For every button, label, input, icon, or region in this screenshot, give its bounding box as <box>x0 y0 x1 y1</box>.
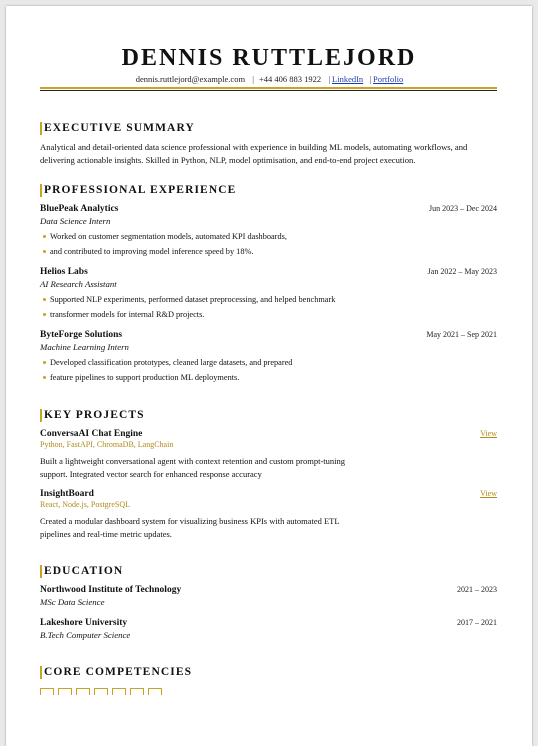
header-rule-dark <box>40 90 497 91</box>
section-title-projects: KEY PROJECTS <box>40 409 497 422</box>
project-entry <box>40 489 497 541</box>
company-name: BluePeak Analytics <box>40 204 119 214</box>
competency-chip <box>76 688 90 695</box>
resume-page <box>6 6 532 746</box>
competency-chip <box>148 688 162 695</box>
section-title-summary: EXECUTIVE SUMMARY <box>40 122 497 135</box>
summary-section <box>40 122 497 167</box>
experience-entry <box>40 330 497 385</box>
contact-line <box>6 74 532 84</box>
summary-text: Analytical and detail-oriented data science professional with experience in building ML models, automating workflows, and delivering actionable insights. Skilled in Python, NLP, model optimisation, and end-to-end project execution. <box>40 142 468 165</box>
resume-header <box>6 46 532 84</box>
bullet-list <box>40 292 497 322</box>
email-text: dennis.ruttlejord@example.com <box>135 74 246 84</box>
experience-section <box>40 184 497 385</box>
section-title-experience: PROFESSIONAL EXPERIENCE <box>40 184 497 197</box>
date-range: 2021 – 2023 <box>457 585 497 594</box>
education-entry <box>40 618 497 640</box>
separator: | <box>369 74 372 84</box>
phone-text: +44 406 883 1922 <box>259 74 322 84</box>
header-rule-gold <box>40 87 497 89</box>
project-description: Built a lightweight conversational agent with context retention and custom prompt-tuning support. Integrated vector search for enhanced response accuracy <box>40 456 345 479</box>
experience-entry <box>40 267 497 322</box>
projects-section <box>40 409 497 541</box>
bullet-item: Worked on customer segmentation models, automated KPI dashboards, <box>40 229 497 244</box>
degree-name: MSc Data Science <box>40 597 105 607</box>
competency-chip <box>94 688 108 695</box>
education-entry <box>40 585 497 607</box>
project-view-link[interactable]: View <box>480 489 497 498</box>
bullet-list <box>40 229 497 259</box>
bullet-item: feature pipelines to support production ML deployments. <box>40 370 497 385</box>
experience-entry <box>40 204 497 259</box>
project-name: ConversaAI Chat Engine <box>40 429 143 439</box>
candidate-name: DENNIS RUTTLEJORD <box>121 45 417 71</box>
competency-chip <box>58 688 72 695</box>
portfolio-link[interactable]: Portfolio <box>373 74 404 84</box>
bullet-item: Supported NLP experiments, performed dataset preprocessing, and helped benchmark <box>40 292 497 307</box>
section-title-competencies: CORE COMPETENCIES <box>40 666 497 679</box>
date-range: May 2021 – Sep 2021 <box>426 330 497 339</box>
competency-chips <box>40 688 497 695</box>
job-role: AI Research Assistant <box>40 279 117 289</box>
project-description: Created a modular dashboard system for visualizing business KPIs with automated ETL pipelines and real-time metric updates. <box>40 516 340 539</box>
competencies-section <box>40 666 497 695</box>
section-title-education: EDUCATION <box>40 565 497 578</box>
resume-content <box>40 122 497 695</box>
project-entry <box>40 429 497 481</box>
bullet-list <box>40 355 497 385</box>
project-tech-stack: React, Node.js, PostgreSQL <box>40 500 130 509</box>
date-range: Jan 2022 – May 2023 <box>427 267 497 276</box>
separator: | <box>328 74 331 84</box>
date-range: Jun 2023 – Dec 2024 <box>429 204 497 213</box>
company-name: Helios Labs <box>40 267 88 277</box>
competency-chip <box>40 688 54 695</box>
job-role: Data Science Intern <box>40 216 111 226</box>
date-range: 2017 – 2021 <box>457 618 497 627</box>
separator: | <box>252 74 254 84</box>
school-name: Lakeshore University <box>40 618 128 628</box>
bullet-item: Developed classification prototypes, cleaned large datasets, and prepared <box>40 355 497 370</box>
company-name: ByteForge Solutions <box>40 330 123 340</box>
education-section <box>40 565 497 640</box>
project-view-link[interactable]: View <box>480 429 497 438</box>
job-role: Machine Learning Intern <box>40 342 129 352</box>
competency-chip <box>130 688 144 695</box>
bullet-item: transformer models for internal R&D projects. <box>40 307 497 322</box>
project-name: InsightBoard <box>40 489 94 499</box>
project-tech-stack: Python, FastAPI, ChromaDB, LangChain <box>40 440 174 449</box>
bullet-item: and contributed to improving model inference speed by 18%. <box>40 244 497 259</box>
competency-chip <box>112 688 126 695</box>
linkedin-link[interactable]: LinkedIn <box>332 74 364 84</box>
school-name: Northwood Institute of Technology <box>40 585 182 595</box>
degree-name: B.Tech Computer Science <box>40 630 131 640</box>
